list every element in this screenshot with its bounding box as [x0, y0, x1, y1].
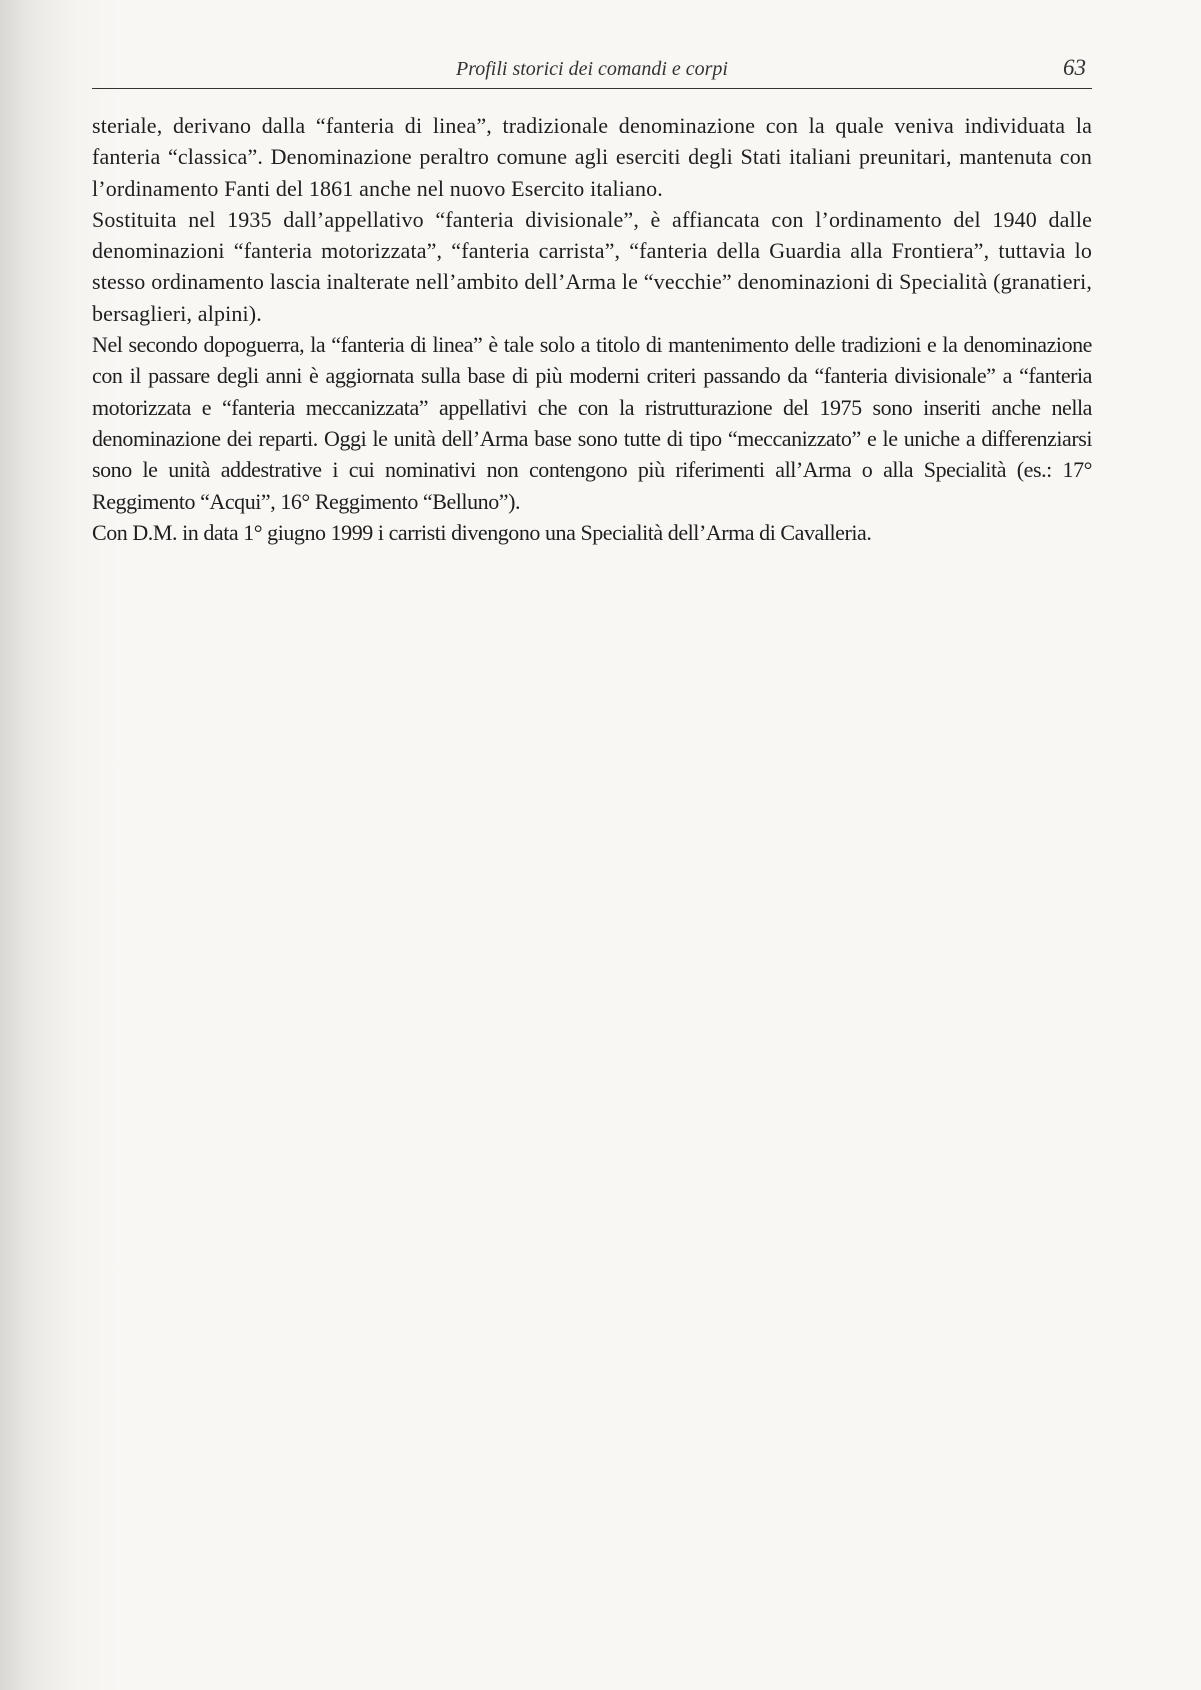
running-header — [92, 56, 1092, 89]
paragraph-dopoguerra: Nel secondo dopoguerra, la “fanteria di linea” è tale solo a titolo di mantenimento delle tradizioni e la denominazione con il passare degli anni è aggiornata sulla base di più moderni criteri passando da “fanteria divisionale” a “fanteria motorizzata e “fanteria meccanizzata” appellativi che con la ristrutturazione del 1975 sono inseriti anche nella denominazione dei reparti. Oggi le unità dell’Arma base sono tutte di tipo “meccanizzato” e le uniche a differenziarsi sono le unità addestrative i cui nominativi non contengono più riferimenti all’Arma o alla Specialità (es.: 17° Reggimento “Acqui”, 16° Reggimento “Belluno”). — [92, 332, 1092, 514]
paragraph-fanteria-di-linea: steriale, derivano dalla “fanteria di linea”, tradizionale denominazione con la quale veniva individuata la fanteria “classica”. Denominazione peraltro comune agli eserciti degli Stati italiani preunitari, mantenuta con l’ordinamento Fanti del 1861 anche nel nuovo Esercito italiano. — [92, 113, 1092, 201]
running-title: Profili storici dei comandi e corpi — [455, 58, 728, 80]
body-text — [92, 110, 1092, 548]
paragraph-fanteria-divisionale: Sostituita nel 1935 dall’appellativo “fanteria divisionale”, è affiancata con l’ordinamento del 1940 dalle denominazioni “fanteria motorizzata”, “fanteria carrista”, “fanteria della Guardia alla Frontiera”, tuttavia lo stesso ordinamento lascia inalterate nell’ambito dell’Arma le “vecchie” denominazioni di Specialità (granatieri, bersaglieri, alpini). — [92, 206, 1092, 326]
paragraph-carristi: Con D.M. in data 1° giugno 1999 i carristi divengono una Specialità dell’Arma di Cavalleria. — [92, 519, 872, 545]
page-number: 63 — [1063, 55, 1086, 80]
